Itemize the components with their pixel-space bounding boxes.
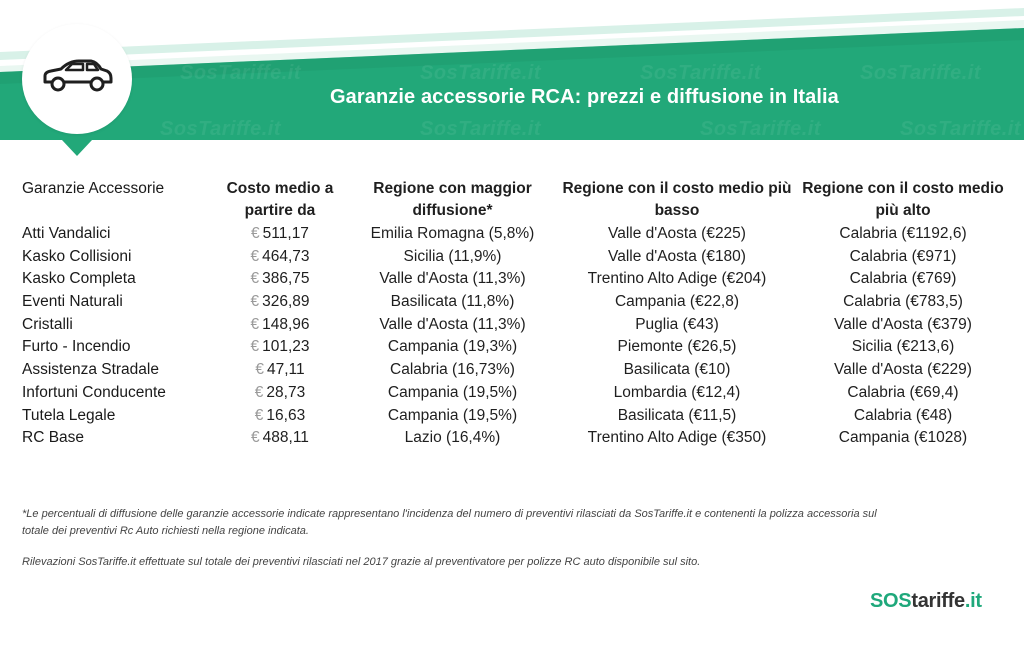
watermark: SosTariffe.it <box>160 118 281 140</box>
cell-highest-cost: Campania (€1028) <box>838 429 968 447</box>
currency-symbol: € <box>250 270 260 288</box>
header-banner <box>0 0 1024 160</box>
watermark: SosTariffe.it <box>420 118 541 140</box>
cell-highest-cost: Calabria (€1192,6) <box>839 225 967 242</box>
table-row <box>0 382 1024 405</box>
cell-lowest-cost: Valle d'Aosta (€225) <box>608 225 746 242</box>
table-header-row <box>0 178 1024 223</box>
cell-lowest-cost: Trentino Alto Adige (€204) <box>587 270 767 288</box>
watermark: SosTariffe.it <box>900 118 1021 140</box>
currency-symbol: € <box>251 429 260 447</box>
logo-text: .it <box>964 590 982 612</box>
cost-value: 28,73 <box>266 383 306 401</box>
cell-diffusion: Basilicata (11,8%) <box>390 293 515 311</box>
watermark: SosTariffe.it <box>420 62 541 84</box>
cell-lowest-cost: Basilicata (€10) <box>623 361 731 379</box>
cell-guarantee: Assistenza Stradale <box>22 361 159 379</box>
cell-guarantee: Furto - Incendio <box>22 338 131 356</box>
currency-symbol: € <box>254 383 264 401</box>
cell-lowest-cost: Campania (€22,8) <box>614 293 740 311</box>
cost-value: 464,73 <box>262 247 310 265</box>
table-row <box>0 359 1024 382</box>
cell-guarantee: RC Base <box>22 429 85 447</box>
cell-highest-cost: Calabria (€783,5) <box>843 293 963 311</box>
car-icon <box>39 56 115 96</box>
watermark: SosTariffe.it <box>860 62 981 84</box>
cell-guarantee: Kasko Collisioni <box>22 247 132 265</box>
cell-cost <box>210 314 350 336</box>
table-row <box>0 291 1024 314</box>
column-header: Regione con il costo medio più basso <box>562 180 792 219</box>
cell-guarantee: Tutela Legale <box>22 406 116 424</box>
watermark: SosTariffe.it <box>700 118 821 140</box>
table-row <box>0 268 1024 291</box>
table-row <box>0 314 1024 337</box>
cell-lowest-cost: Valle d'Aosta (€180) <box>608 247 746 265</box>
cell-diffusion: Sicilia (11,9%) <box>403 247 502 265</box>
currency-symbol: € <box>250 338 260 356</box>
cell-lowest-cost: Piemonte (€26,5) <box>617 338 737 356</box>
cell-diffusion: Campania (19,3%) <box>387 338 518 356</box>
currency-symbol: € <box>250 315 260 333</box>
cell-guarantee: Infortuni Conducente <box>22 383 166 401</box>
watermark: SosTariffe.it <box>180 62 301 84</box>
table-row <box>0 246 1024 269</box>
currency-symbol: € <box>250 293 260 311</box>
cost-value: 148,96 <box>262 315 310 333</box>
table-row <box>0 405 1024 428</box>
cell-diffusion: Campania (19,5%) <box>387 383 518 401</box>
currency-symbol: € <box>250 247 260 265</box>
logo-text: SOS <box>870 590 912 612</box>
cell-cost <box>210 382 350 404</box>
column-header: Regione con maggior diffusione* <box>373 180 532 219</box>
cell-cost <box>210 246 350 268</box>
cell-cost <box>210 268 350 290</box>
table-body <box>0 223 1024 450</box>
cost-value: 326,89 <box>262 293 310 311</box>
column-header: Regione con il costo medio più alto <box>802 180 1004 219</box>
currency-symbol: € <box>251 225 260 242</box>
cost-value: 488,11 <box>262 429 309 447</box>
sostariffe-logo <box>870 590 982 613</box>
cell-highest-cost: Calabria (€48) <box>853 406 953 424</box>
cost-value: 47,11 <box>266 361 305 379</box>
footnote-source: Rilevazioni SosTariffe.it effettuate sul totale dei preventivi rilasciati nel 2017 grazie al preventivatore per polizze RC auto disponibile sul sito. <box>22 556 701 568</box>
cell-guarantee: Cristalli <box>22 315 73 333</box>
cell-diffusion: Campania (19,5%) <box>387 406 518 424</box>
cell-diffusion: Lazio (16,4%) <box>404 429 501 447</box>
cost-value: 386,75 <box>262 270 310 288</box>
footnote-diffusion: *Le percentuali di diffusione delle garanzie accessorie indicate rappresentano l'incidenza del numero di preventivi rilasciati da SosTariffe.it e contenenti la polizza accessoria sul totale dei preventivi Rc Auto richiesti nella regione indicata. <box>22 508 877 537</box>
logo-text: tariffe <box>911 590 965 612</box>
cell-lowest-cost: Basilicata (€11,5) <box>617 406 737 424</box>
currency-symbol: € <box>254 406 264 424</box>
cell-highest-cost: Valle d'Aosta (€229) <box>834 361 972 379</box>
page-title: Garanzie accessorie RCA: prezzi e diffusione in Italia <box>330 86 839 108</box>
cell-diffusion: Valle d'Aosta (11,3%) <box>379 270 526 288</box>
cell-highest-cost: Valle d'Aosta (€379) <box>834 315 972 333</box>
cell-cost <box>210 336 350 358</box>
pricing-table <box>0 178 1024 450</box>
cost-value: 16,63 <box>266 406 306 424</box>
cell-diffusion: Emilia Romagna (5,8%) <box>370 225 535 242</box>
cost-value: 101,23 <box>262 338 310 356</box>
column-header: Garanzie Accessorie <box>22 180 165 197</box>
cell-lowest-cost: Lombardia (€12,4) <box>613 383 741 401</box>
cell-diffusion: Valle d'Aosta (11,3%) <box>379 315 526 333</box>
watermark: SosTariffe.it <box>640 62 761 84</box>
cell-highest-cost: Calabria (€971) <box>849 247 957 265</box>
cell-cost <box>210 359 350 381</box>
currency-symbol: € <box>255 361 264 379</box>
cell-guarantee: Atti Vandalici <box>22 225 111 242</box>
car-badge <box>22 24 132 134</box>
table-row <box>0 336 1024 359</box>
cell-cost <box>210 427 350 449</box>
cell-guarantee: Kasko Completa <box>22 270 136 288</box>
cell-cost <box>210 405 350 427</box>
cell-highest-cost: Calabria (€69,4) <box>847 383 959 401</box>
cell-diffusion: Calabria (16,73%) <box>390 361 515 379</box>
cell-highest-cost: Sicilia (€213,6) <box>851 338 955 356</box>
cell-highest-cost: Calabria (€769) <box>849 270 957 288</box>
table-row <box>0 223 1024 246</box>
cell-cost <box>210 291 350 313</box>
cell-lowest-cost: Puglia (€43) <box>635 315 719 333</box>
cell-cost <box>210 223 350 245</box>
table-row <box>0 427 1024 450</box>
cell-lowest-cost: Trentino Alto Adige (€350) <box>587 429 767 447</box>
column-header: Costo medio a partire da <box>226 180 334 219</box>
cost-value: 511,17 <box>262 225 309 242</box>
cell-guarantee: Eventi Naturali <box>22 293 123 311</box>
